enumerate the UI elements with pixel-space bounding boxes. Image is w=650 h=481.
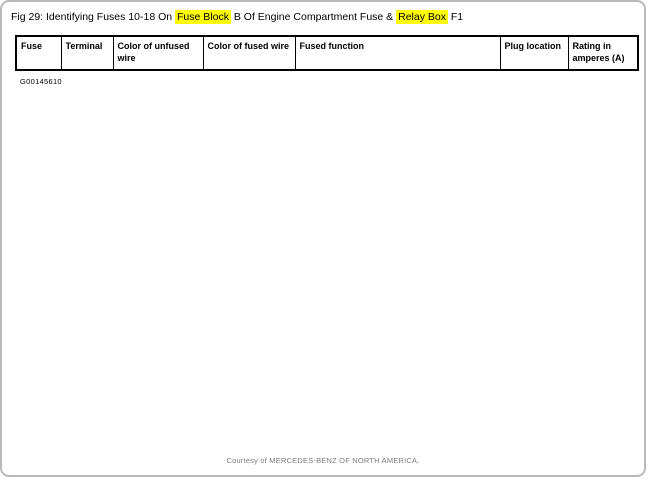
- column-header: Color of fused wire: [203, 36, 295, 70]
- column-header: Terminal: [61, 36, 113, 70]
- caption-text: Fig 29: Identifying Fuses 10-18 On: [11, 11, 176, 23]
- courtesy-text: Courtesy of MERCEDES-BENZ OF NORTH AMERICA.: [226, 456, 420, 465]
- column-header: Rating in amperes (A): [568, 36, 638, 70]
- table-header-row: [16, 36, 638, 70]
- figure-caption: [2, 2, 644, 24]
- fuse-table: [15, 35, 639, 71]
- caption-highlight: Fuse Block: [177, 11, 229, 23]
- column-header: Fuse: [16, 36, 61, 70]
- caption-highlight: Relay Box: [398, 11, 446, 23]
- column-header: Color of unfused wire: [113, 36, 203, 70]
- column-header: Fused function: [295, 36, 500, 70]
- caption-text: F1: [447, 11, 464, 23]
- figure-code: G00145610: [20, 77, 62, 86]
- column-header: Plug location: [500, 36, 568, 70]
- caption-text: B Of Engine Compartment Fuse &: [230, 11, 397, 23]
